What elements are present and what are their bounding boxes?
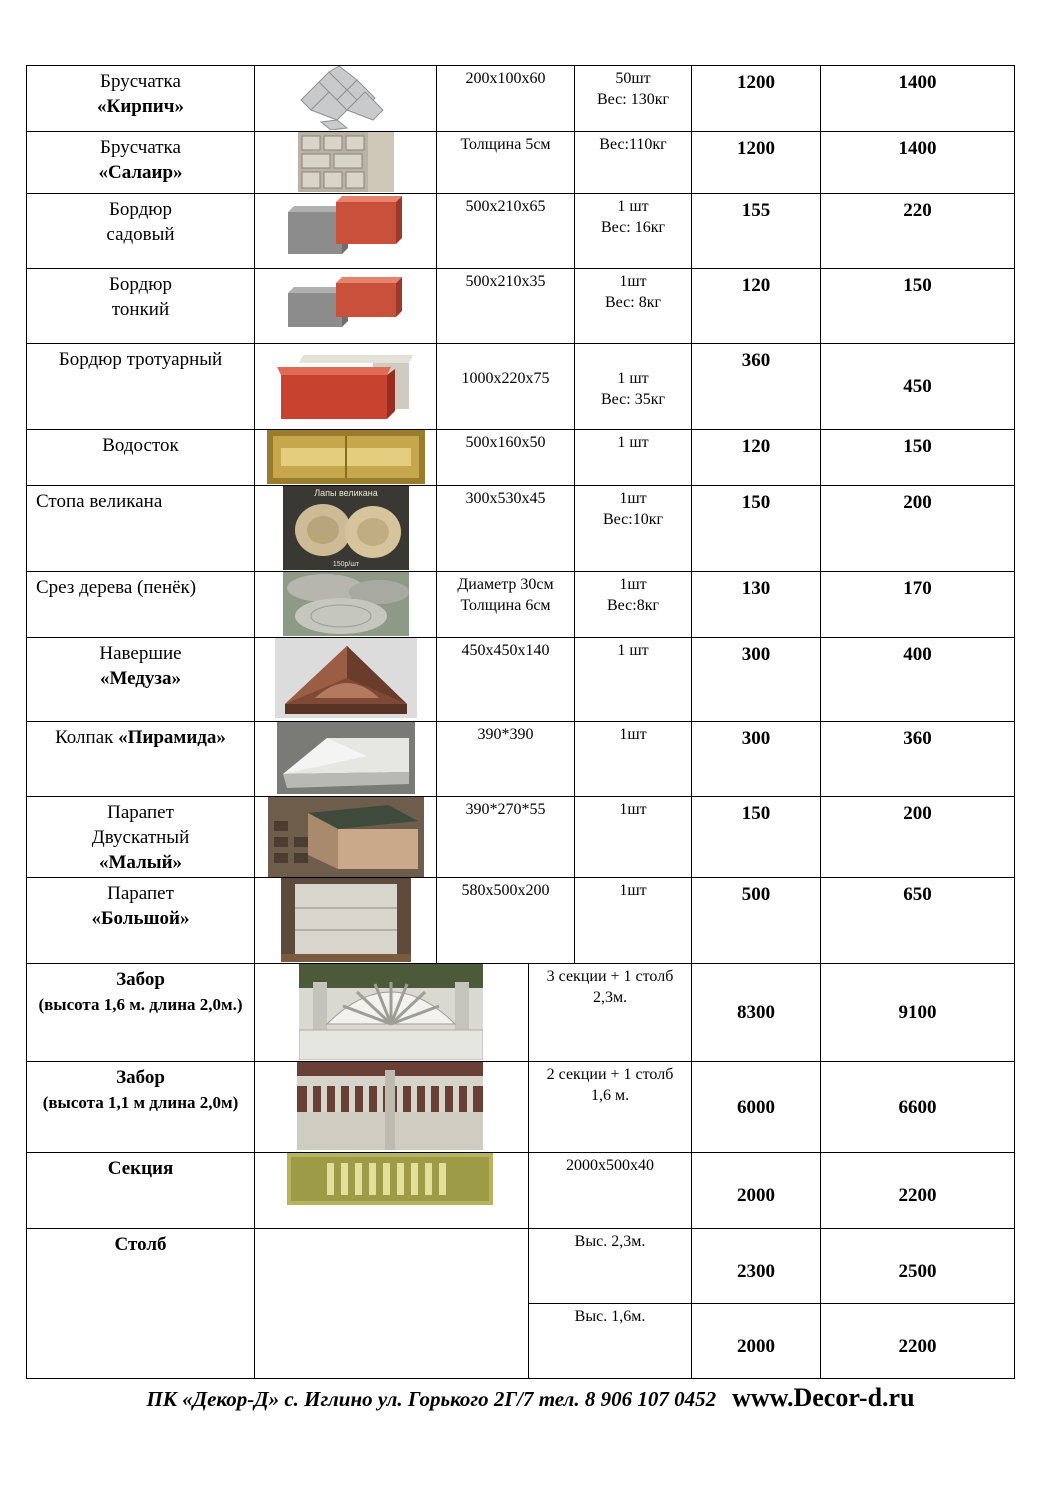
spec-cell: Выс. 1,6м. (529, 1304, 692, 1379)
footer-contacts (0, 1383, 1061, 1413)
product-name: Бордюр садовый (27, 194, 255, 269)
product-image (255, 430, 437, 486)
table-row (27, 572, 1015, 638)
price-cell: 2200 (821, 1153, 1015, 1229)
salair-paver-icon (298, 132, 394, 192)
price-cell: 360 (821, 722, 1015, 797)
product-image (255, 132, 437, 194)
price-cell: 2000 (692, 1153, 821, 1229)
giant-foot-icon (283, 486, 409, 570)
price-cell: 6000 (692, 1062, 821, 1153)
product-name: Навершие «Медуза» (27, 638, 255, 722)
table-row (27, 1062, 1015, 1153)
qty-cell: 1шт Вес: 8кг (575, 269, 692, 344)
table-row (27, 878, 1015, 964)
price-cell: 2500 (821, 1229, 1015, 1304)
product-name: Срез дерева (пенёк) (27, 572, 255, 638)
size-cell: 390*270*55 (437, 797, 575, 878)
spec-cell: Выс. 2,3м. (529, 1229, 692, 1304)
thin-curb-icon (282, 269, 410, 335)
spec-cell: 2000х500х40 (529, 1153, 692, 1229)
qty-cell: 1шт Вес:10кг (575, 486, 692, 572)
product-image (255, 1062, 529, 1153)
qty-cell: 1шт (575, 878, 692, 964)
product-image (255, 344, 437, 430)
size-cell: Толщина 5см (437, 132, 575, 194)
product-image (255, 269, 437, 344)
qty-cell: 1шт Вес:8кг (575, 572, 692, 638)
price-cell: 155 (692, 194, 821, 269)
fence-section-icon (287, 1153, 493, 1205)
table-row (27, 194, 1015, 269)
qty-cell: Вес:110кг (575, 132, 692, 194)
size-cell: 1000х220х75 (437, 344, 575, 430)
size-cell: 500х160х50 (437, 430, 575, 486)
table-row (27, 797, 1015, 878)
product-name: Брусчатка «Кирпич» (27, 66, 255, 132)
price-table (26, 65, 1015, 1379)
sidewalk-curb-icon (273, 349, 419, 423)
table-row (27, 722, 1015, 797)
table-row (27, 132, 1015, 194)
price-cell: 120 (692, 430, 821, 486)
product-image (255, 878, 437, 964)
qty-cell: 1 шт (575, 638, 692, 722)
size-cell: Диаметр 30см Толщина 6см (437, 572, 575, 638)
price-cell: 9100 (821, 964, 1015, 1062)
tree-slice-icon (283, 572, 409, 636)
company-address: ПК «Декор-Д» с. Иглино ул. Горького 2Г/7 тел. 8 906 107 0452 (146, 1387, 717, 1411)
product-name: Бордюр тонкий (27, 269, 255, 344)
price-cell: 1400 (821, 132, 1015, 194)
product-image (255, 194, 437, 269)
herringbone-paver-icon (291, 66, 401, 130)
table-row (27, 638, 1015, 722)
price-cell: 150 (821, 430, 1015, 486)
product-name: Парапет «Большой» (27, 878, 255, 964)
product-name: Колпак «Пирамида» (27, 722, 255, 797)
price-cell: 6600 (821, 1062, 1015, 1153)
price-cell: 8300 (692, 964, 821, 1062)
large-parapet-icon (281, 878, 411, 962)
qty-cell: 1 шт Вес: 16кг (575, 194, 692, 269)
product-image (255, 486, 437, 572)
price-cell: 170 (821, 572, 1015, 638)
medusa-cap-icon (275, 638, 417, 718)
price-cell: 450 (821, 344, 1015, 430)
product-name: Забор (высота 1,6 м. длина 2,0м.) (27, 964, 255, 1062)
qty-cell: 1шт (575, 722, 692, 797)
product-image (255, 964, 529, 1062)
product-name: Водосток (27, 430, 255, 486)
size-cell: 390*390 (437, 722, 575, 797)
picture-caption: Лапы великана (313, 488, 378, 498)
price-cell: 150 (692, 797, 821, 878)
table-row (27, 430, 1015, 486)
product-name: Столб (27, 1229, 255, 1379)
empty-image-cell (255, 1229, 529, 1379)
size-cell: 200х100х60 (437, 66, 575, 132)
website-link[interactable]: www.Decor-d.ru (732, 1383, 915, 1412)
size-cell: 580х500х200 (437, 878, 575, 964)
pyramid-cap-icon (277, 722, 415, 794)
garden-curb-icon (282, 194, 410, 260)
size-cell: 500х210х35 (437, 269, 575, 344)
qty-cell: 50шт Вес: 130кг (575, 66, 692, 132)
table-row (27, 66, 1015, 132)
qty-cell: 1 шт Вес: 35кг (575, 344, 692, 430)
price-cell: 300 (692, 722, 821, 797)
small-parapet-icon (268, 797, 424, 877)
price-cell: 650 (821, 878, 1015, 964)
price-cell: 1200 (692, 132, 821, 194)
price-cell: 2000 (692, 1304, 821, 1379)
product-name: Брусчатка «Салаир» (27, 132, 255, 194)
price-cell: 500 (692, 878, 821, 964)
price-cell: 360 (692, 344, 821, 430)
price-cell: 400 (821, 638, 1015, 722)
price-cell: 2200 (821, 1304, 1015, 1379)
fence-low-icon (297, 1062, 483, 1150)
size-cell: 450х450х140 (437, 638, 575, 722)
spec-cell: 3 секции + 1 столб 2,3м. (529, 964, 692, 1062)
table-row (27, 269, 1015, 344)
price-cell: 220 (821, 194, 1015, 269)
product-image (255, 572, 437, 638)
picture-sub-caption: 150р/шт (332, 561, 359, 568)
price-cell: 150 (692, 486, 821, 572)
fence-sunburst-icon (299, 964, 483, 1060)
product-image (255, 722, 437, 797)
table-row (27, 344, 1015, 430)
product-name: Стопа великана (27, 486, 255, 572)
qty-cell: 1шт (575, 797, 692, 878)
drain-gutter-icon (267, 430, 425, 484)
price-cell: 1400 (821, 66, 1015, 132)
product-name: Бордюр тротуарный (27, 344, 255, 430)
product-name: Секция (27, 1153, 255, 1229)
price-cell: 300 (692, 638, 821, 722)
product-image (255, 638, 437, 722)
product-image (255, 66, 437, 132)
product-name: Забор (высота 1,1 м длина 2,0м) (27, 1062, 255, 1153)
price-cell: 1200 (692, 66, 821, 132)
size-cell: 300х530х45 (437, 486, 575, 572)
price-cell: 150 (821, 269, 1015, 344)
table-row (27, 1229, 1015, 1304)
price-cell: 120 (692, 269, 821, 344)
spec-cell: 2 секции + 1 столб 1,6 м. (529, 1062, 692, 1153)
product-image (255, 797, 437, 878)
product-name: Парапет Двускатный «Малый» (27, 797, 255, 878)
qty-cell: 1 шт (575, 430, 692, 486)
size-cell: 500х210х65 (437, 194, 575, 269)
price-cell: 200 (821, 486, 1015, 572)
price-cell: 2300 (692, 1229, 821, 1304)
table-row (27, 1153, 1015, 1229)
price-cell: 130 (692, 572, 821, 638)
table-row (27, 964, 1015, 1062)
product-image (255, 1153, 529, 1229)
table-row (27, 486, 1015, 572)
price-cell: 200 (821, 797, 1015, 878)
